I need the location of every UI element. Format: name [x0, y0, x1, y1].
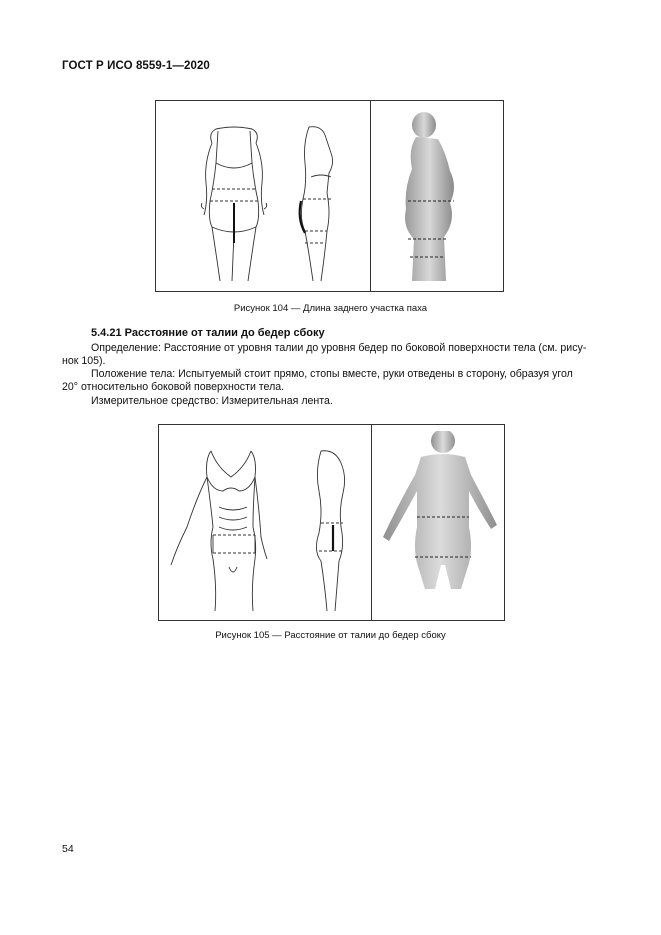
- figure-divider: [371, 425, 372, 620]
- position-line-1: Положение тела: Испытуемый стоит прямо, стопы вместе, руки отведены в сторону, образуя угол: [91, 368, 573, 380]
- front-view-line-drawing: [167, 447, 297, 612]
- tool-line: Измерительное средство: Измерительная лента.: [91, 395, 333, 407]
- figure-104-caption: Рисунок 104 — Длина заднего участка паха: [233, 303, 428, 314]
- figure-divider: [370, 101, 371, 291]
- definition-line-1: Определение: Расстояние от уровня талии до уровня бедер по боковой поверхности тела (см. рису-: [91, 342, 587, 354]
- section-title: 5.4.21 Расстояние от талии до бедер сбоку: [91, 327, 325, 339]
- back-view-line-drawing: [194, 123, 274, 283]
- position-line-2: 20° относительно боковой поверхности тела.: [62, 381, 285, 393]
- definition-line-2: нок 105).: [62, 355, 106, 367]
- figure-105-caption: Рисунок 105 — Расстояние от талии до бедер сбоку: [215, 630, 446, 641]
- page-number: 54: [62, 843, 74, 855]
- document-header: ГОСТ Р ИСО 8559-1—2020: [62, 60, 210, 72]
- figure-104: [155, 100, 504, 292]
- side-view-line-drawing-105: [307, 447, 357, 612]
- side-view-line-drawing: [291, 123, 351, 283]
- 3d-scan-side-view: [394, 109, 484, 285]
- figure-105: [158, 424, 505, 621]
- 3d-scan-front-view: [381, 431, 499, 613]
